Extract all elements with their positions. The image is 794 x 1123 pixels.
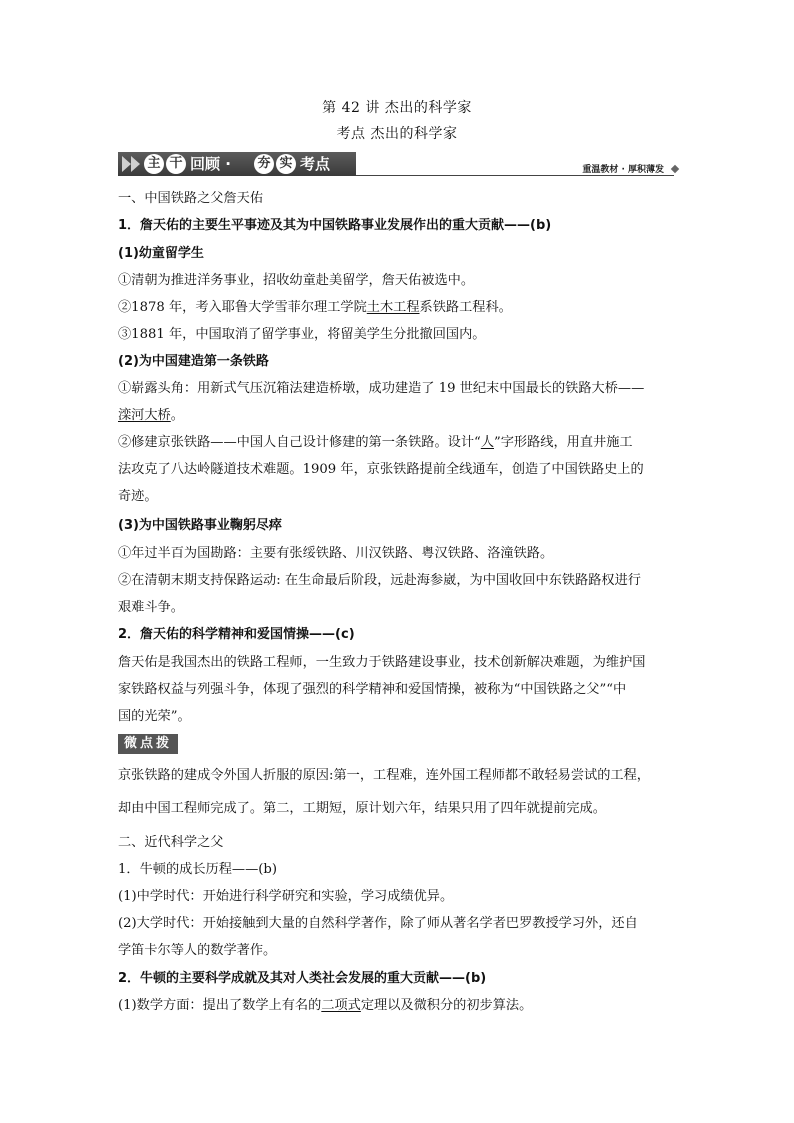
banner-circle-char: 干 (166, 154, 186, 174)
sub-heading-text: (2)为中国建造第一条铁路 (118, 354, 269, 369)
banner-underline (356, 175, 674, 176)
underlined-term: 滦河大桥 (118, 408, 171, 423)
text-span: 定理以及微积分的初步算法。 (360, 998, 533, 1013)
paragraph (118, 294, 678, 321)
lesson-title: 第 42 讲 杰出的科学家 (322, 100, 472, 116)
banner-circle-char: 主 (144, 154, 164, 174)
paragraph: ①清朝为推进洋务事业，招收幼童赴美留学，詹天佑被选中。 (118, 273, 475, 288)
banner-text: 考点 (300, 155, 331, 173)
paragraph: ③1881 年，中国取消了留学事业，将留美学生分批撤回国内。 (118, 327, 486, 342)
tip-paragraph: 京张铁路的建成令外国人折服的原因:第一，工程难，连外国工程师都不敢轻易尝试的工程， (118, 768, 650, 783)
item-heading: 1．牛顿的成长历程——(b) (118, 862, 277, 877)
text-span: 。 (170, 408, 184, 423)
tip-paragraph: 却由中国工程师完成了。第二，工期短，原计划六年，结果只用了四年就提前完成。 (118, 801, 606, 816)
text-span: (1)数学方面：提出了数学上有名的 (118, 998, 322, 1013)
paragraph: 家铁路权益与列强斗争，体现了强烈的科学精神和爱国情操，被称为“中国铁路之父”“中 (118, 682, 627, 697)
paragraph: 学笛卡尔等人的数学著作。 (118, 943, 277, 958)
paragraph: 国的光荣”。 (118, 709, 191, 724)
paragraph: 法攻克了八达岭隧道技术难题。1909 年，京张铁路提前全线通车，创造了中国铁路史上的 (118, 462, 644, 477)
exam-point-title: 考点 杰出的科学家 (336, 126, 458, 142)
section-banner (118, 150, 678, 180)
text-span: 系铁路工程科。 (419, 300, 512, 315)
banner-circle-char: 实 (276, 154, 296, 174)
text-span: ②修建京张铁路——中国人自己设计修建的第一条铁路。设计“ (118, 435, 481, 450)
paragraph: (1)中学时代：开始进行科学研究和实验，学习成绩优异。 (118, 889, 454, 904)
underlined-term: 人 (480, 435, 494, 450)
item-heading-text: 1．詹天佑的主要生平事迹及其为中国铁路事业发展作出的重大贡献——(b) (118, 218, 552, 233)
paragraph: 詹天佑是我国杰出的铁路工程师，一生致力于铁路建设事业，技术创新解决难题，为维护国 (118, 655, 646, 670)
item-heading (118, 212, 678, 239)
sub-heading-text: (1)幼童留学生 (118, 246, 204, 261)
paragraph: 奇迹。 (118, 489, 158, 504)
sub-heading-text: (3)为中国铁路事业鞠躬尽瘁 (118, 518, 282, 533)
chevron-right-icon (131, 156, 140, 172)
sub-heading (118, 512, 678, 539)
sub-heading (118, 348, 678, 375)
paragraph: 艰难斗争。 (118, 600, 184, 615)
section-heading: 一、中国铁路之父詹天佑 (118, 191, 264, 206)
paragraph: ②在清朝末期支持保路运动: 在生命最后阶段，远赴海参崴，为中国收回中东铁路路权进行 (118, 573, 641, 588)
text-span: ②1878 年，考入耶鲁大学雪菲尔理工学院 (118, 300, 367, 315)
item-heading-text: 2．詹天佑的科学精神和爱国情操——(c) (118, 627, 355, 642)
chevron-right-icon (122, 156, 131, 172)
paragraph: ①崭露头角：用新式气压沉箱法建造桥墩，成功建造了 19 世纪末中国最长的铁路大桥—— (118, 381, 645, 396)
underlined-term: 土木工程 (366, 300, 420, 315)
paragraph: ①年过半百为国勘路：主要有张绥铁路、川汉铁路、粤汉铁路、洛潼铁路。 (118, 546, 554, 561)
paragraph (118, 429, 678, 456)
item-heading (118, 965, 678, 992)
item-heading-text: 2．牛顿的主要科学成就及其对人类社会发展的重大贡献——(b) (118, 971, 487, 986)
sub-heading (118, 240, 678, 267)
section-heading: 二、近代科学之父 (118, 835, 224, 850)
banner-tag: 重温教材 · 厚积薄发 (582, 165, 664, 175)
text-span: ”字形路线，用直井施工 (494, 435, 633, 450)
paragraph (118, 992, 678, 1019)
item-heading (118, 621, 678, 648)
banner-circle-char: 夯 (254, 154, 274, 174)
tip-label: 微点拨 (118, 734, 178, 754)
diamond-icon (671, 165, 679, 173)
paragraph: (2)大学时代：开始接触到大量的自然科学著作，除了师从著名学者巴罗教授学习外，还自 (118, 916, 638, 931)
banner-text: 回顾 · (190, 155, 231, 173)
underlined-term: 二项式 (321, 998, 361, 1013)
paragraph (118, 402, 678, 429)
